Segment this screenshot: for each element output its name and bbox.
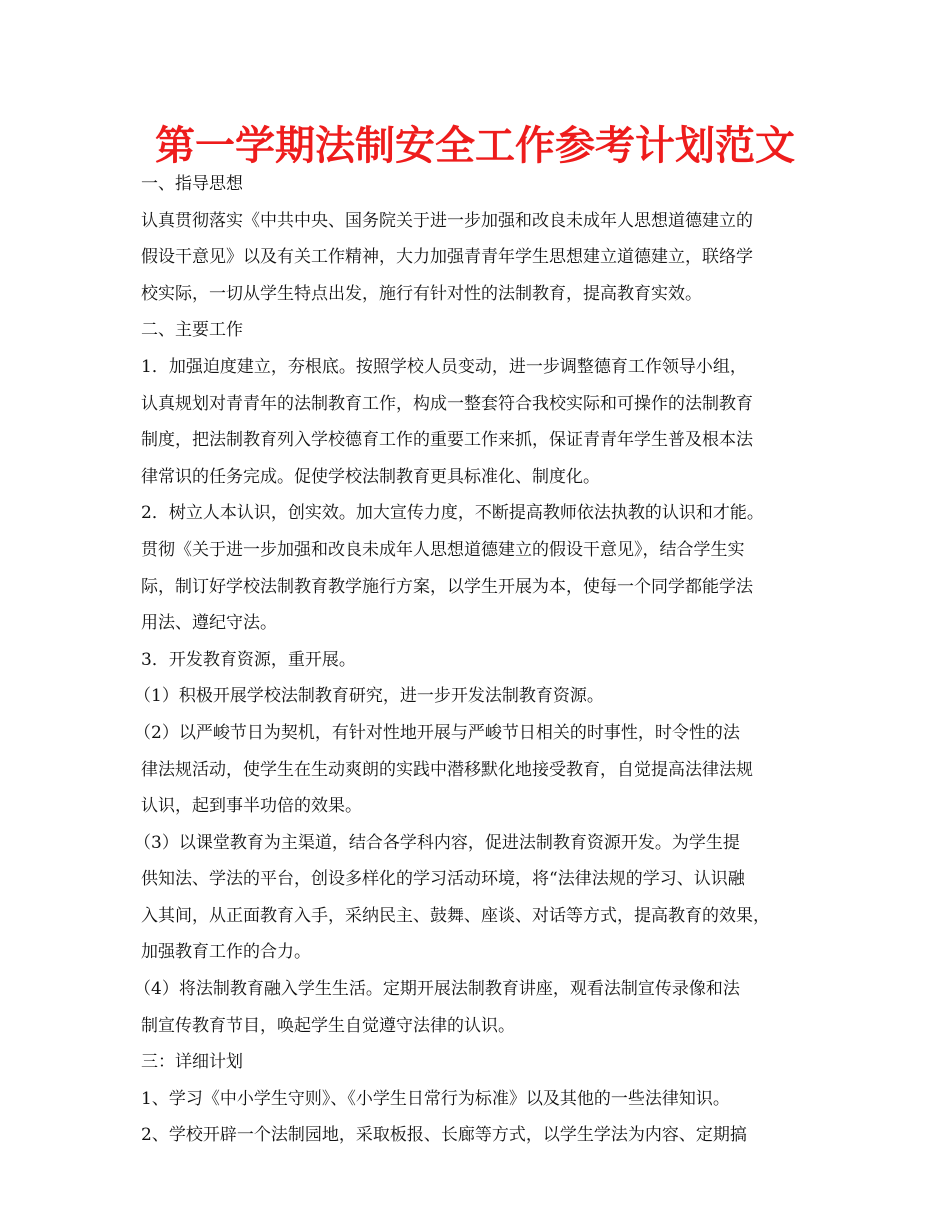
paragraph-line: （1）积极开展学校法制教育研究，进一步开发法制教育资源。 — [134, 686, 604, 707]
paragraph-line: 3．开发教育资源，重开展。 — [141, 649, 356, 670]
paragraph-line: 假设干意见》以及有关工作精神，大力加强青青年学生思想建立道德建立，联络学 — [141, 247, 753, 268]
paragraph-line: 律法规活动，使学生在生动爽朗的实践中潜移默化地接受教育，自觉提高法律法规 — [141, 759, 753, 780]
section-heading-guiding-ideology: 一、指导思想 — [141, 174, 243, 194]
paragraph-line: 认识，起到事半功倍的效果。 — [141, 796, 362, 817]
paragraph-line: 律常识的任务完成。促使学校法制教育更具标准化、制度化。 — [141, 466, 600, 487]
paragraph-line: 用法、遵纪守法。 — [141, 613, 277, 634]
section-heading-detailed-plan: 三：详细计划 — [141, 1052, 243, 1073]
paragraph-line: 1、学习《中小学生守则》、《小学生日常行为标准》以及其他的一些法律知识。 — [141, 1088, 730, 1109]
paragraph-line: 制度，把法制教育列入学校德育工作的重要工作来抓，保证青青年学生普及根本法 — [141, 430, 753, 451]
paragraph-line: 校实际，一切从学生特点出发，施行有针对性的法制教育，提高教育实效。 — [141, 283, 702, 304]
paragraph-line: （2）以严峻节日为契机，有针对性地开展与严峻节日相关的时事性，时令性的法 — [134, 722, 740, 743]
paragraph-line: 1．加强迫度建立，夯根底。按照学校人员变动，进一步调整德育工作领导小组， — [141, 356, 747, 377]
paragraph-line: 际，制订好学校法制教育教学施行方案，以学生开展为本，使每一个同学都能学法 — [141, 576, 753, 597]
paragraph-line: 入其间，从正面教育入手，采纳民主、鼓舞、座谈、对话等方式，提高教育的效果， — [141, 905, 770, 926]
document-body — [134, 166, 821, 1154]
paragraph-line: 供知法、学法的平台，创设多样化的学习活动环境，将“法律法规的学习、认识融 — [141, 869, 745, 890]
paragraph-line: 认真规划对青青年的法制教育工作，构成一整套符合我校实际和可操作的法制教育 — [141, 393, 753, 414]
section-heading-main-work: 二、主要工作 — [141, 320, 243, 341]
paragraph-line: 加强教育工作的合力。 — [141, 942, 311, 963]
paragraph-line: （3）以课堂教育为主渠道，结合各学科内容，促进法制教育资源开发。为学生提 — [134, 832, 740, 853]
paragraph-line: 2．树立人本认识，创实效。加大宣传力度，不断提高教师依法执教的认识和才能。 — [141, 503, 764, 524]
paragraph-line: （4）将法制教育融入学生生活。定期开展法制教育讲座，观看法制宣传录像和法 — [134, 979, 740, 1000]
document-title: 第一学期法制安全工作参考计划范文 — [155, 122, 795, 169]
paragraph-line: 制宣传教育节目，唤起学生自觉遵守法律的认识。 — [141, 1015, 515, 1036]
paragraph-line: 认真贯彻落实《中共中央、国务院关于进一步加强和改良未成年人思想道德建立的 — [141, 210, 753, 231]
paragraph-line: 2、学校开辟一个法制园地，采取板报、长廊等方式，以学生学法为内容、定期搞 — [141, 1125, 747, 1146]
paragraph-line: 贯彻《关于进一步加强和改良未成年人思想道德建立的假设干意见》，结合学生实 — [141, 539, 745, 560]
